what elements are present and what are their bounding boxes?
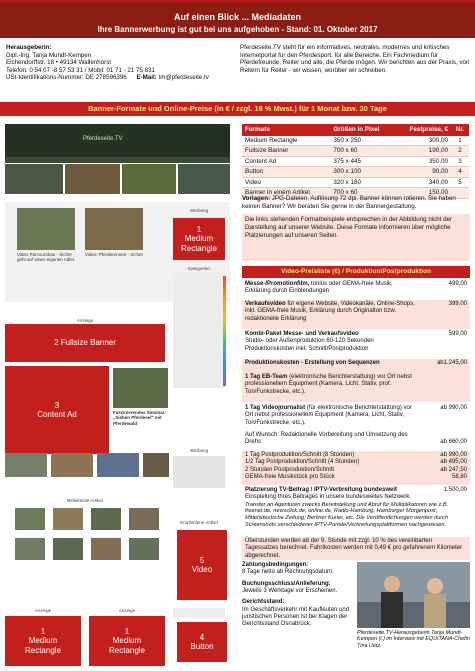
interview-photo <box>357 562 470 628</box>
anzeige-label: Anzeige <box>76 318 94 323</box>
price-row-produktion <box>242 359 470 373</box>
cell: 320 x 180 <box>330 177 395 188</box>
kombi-price: 599,00 <box>448 331 467 337</box>
cell: Button <box>242 167 330 178</box>
cell: Medium Rectangle <box>242 136 330 146</box>
hero-thumb[interactable] <box>65 164 120 194</box>
sponsor-logos <box>173 456 225 488</box>
price-row-ebteam <box>242 373 470 402</box>
hero-thumb[interactable] <box>5 164 63 194</box>
vj-text: (für elektronische Berichterstattung) vor Ort nebst professionellem Equipment (Kamera, Licht, Stativ, Ton/Funkstrecke, etc.). <box>245 405 412 426</box>
header-banner <box>0 0 475 38</box>
post3: 2 Stunden Postproduktion/Schnitt <box>245 466 335 473</box>
gema-price: 58,80 <box>451 474 467 480</box>
page-title: Auf einen Blick ... Mediadaten <box>173 12 302 22</box>
cell: 2 <box>451 146 469 157</box>
buch-text: Jeweils 3 Werktage vor Erscheinen. <box>242 587 338 594</box>
cell: 300 x 100 <box>330 167 395 178</box>
email-label: E-Mail: <box>136 74 157 82</box>
popular-thumb[interactable] <box>91 508 121 530</box>
ad-medium-rectangle: 1 Medium Rectangle <box>173 218 225 260</box>
tv-title: Platzierung TV-Beitrag / IPTV-Verbreitung bundesweit <box>245 487 398 493</box>
video-thumb[interactable] <box>51 453 93 477</box>
email-link[interactable]: tm@pferdeseite.tv <box>158 74 209 82</box>
messe-price: 499,00 <box>448 281 467 287</box>
vorlagen-note <box>242 195 470 211</box>
search-box[interactable] <box>173 608 225 618</box>
video-thumb[interactable] <box>85 208 143 250</box>
cell: 340,00 <box>395 177 451 188</box>
ad-button: 4 Button <box>177 622 227 662</box>
popular-thumb[interactable] <box>91 538 121 560</box>
travel-note: Überstunden werden ab der 9. Stunde mit zzgl. 10 % des vereinbarten Tagessatzes berechnet. Fahrtkosten werden mit 0,49 € pro gefahrenem Kilometer abgerechnet. <box>242 537 470 560</box>
vorlagen-text: JPG-Dateien, Auflösung 72 dpi. Banner können rotieren. Sie haben keinen Banner? Wir beraten Sie gerne in der Bannergestaltung. <box>242 195 456 210</box>
verkauf-price: 399,00 <box>448 301 467 307</box>
anzeige-label-br: Anzeige <box>118 608 136 613</box>
price-row-verkauf <box>242 300 470 329</box>
buch-title: Buchungsschluss/Anlieferung: <box>242 580 331 587</box>
kombi-text: Studio- oder Außenproduktion 60-120 Sekunden Produktionskosten inkl. Schnitt/Postproduktion <box>245 338 374 352</box>
publisher-label: Herausgeberin: <box>6 44 52 51</box>
ebteam-text: (elektronische Berichterstattung) vor Ort nebst professionellem Equipment (Kamera, Licht, Stativ, prof. Ton/Funkstrecke, etc.). <box>245 374 412 395</box>
video-thumb[interactable] <box>143 453 169 477</box>
empfohlene-label: Empfohlene Artikel <box>180 520 218 525</box>
werbung-label: Werbung <box>189 208 209 213</box>
video-thumb[interactable] <box>97 453 139 477</box>
vj-extra-price: ab 660,00 <box>440 439 467 445</box>
category-list <box>173 273 225 388</box>
ad-medium-rectangle-bottom-left: 1 Medium Rectangle <box>5 616 81 666</box>
messe-title: Messe-/Promotionfilm, <box>245 281 310 287</box>
thumb-caption[interactable]: Video: Pferderennen - Sicher <box>85 252 143 257</box>
post1-price: ab 990,00 <box>440 452 467 458</box>
messe-text: tonlos oder GEMA-freie Musik, Erklärung durch Einblendungen <box>245 281 393 295</box>
cell: 350 x 250 <box>330 136 395 146</box>
post1: 1 Tag Postproduktion/Schnitt (8 Stunden) <box>245 452 355 458</box>
col-size: Größen in Pixel <box>330 124 395 136</box>
publisher-ust: USt-Identifikations-Nummer: DE 278596396 <box>6 74 127 82</box>
cell: 3 <box>451 156 469 167</box>
prod-title: Produktionskosten - Erstellung von Sequenzen <box>245 360 380 366</box>
zahl-title: Zahlungsbedingungen: <box>242 562 309 568</box>
cell: 150,00 <box>395 188 451 199</box>
ger-title: Gerichtsstand: <box>242 599 285 606</box>
cell: 700 x 60 <box>330 146 395 157</box>
cell: 350,00 <box>395 156 451 167</box>
ad-fullsize-banner: 2 Fullsize Banner <box>5 324 165 362</box>
popular-thumb[interactable] <box>53 508 83 530</box>
thumb-caption[interactable]: Video Parcoursbau - Sicher geht auf einen eigenen Adler <box>17 252 75 263</box>
verkauf-title: Verkaufsvideo <box>245 301 286 307</box>
werbung-label-2: Werbung <box>189 448 209 453</box>
table-row <box>242 146 469 157</box>
publisher-phone: Telefon: 0 54 07 -8 57 53 31 / Mobil: 01 71 - 21 75 831 <box>6 66 155 74</box>
post3-price: ab 247,50 <box>440 466 467 473</box>
cell: 5 <box>451 177 469 188</box>
vj-extra: Auf Wunsch: Redaktionelle Vorbereitung und Umsetzung des Drehs <box>245 432 408 446</box>
price-row-tv <box>242 486 470 536</box>
vj-price: ab 990,00 <box>440 405 467 411</box>
popular-thumb[interactable] <box>129 508 159 530</box>
photo-illustration <box>357 562 470 628</box>
cell: Video <box>242 177 330 188</box>
zahl-text: 8 Tage netto ab Rechnungsdatum. <box>242 569 334 576</box>
popular-thumb[interactable] <box>15 508 45 530</box>
intro-text: Pferdeseite.TV steht für ein informatives, neutrales, modernes und kritisches Internetportal für den Pferdesport, für alle Bereiche. Ein Fachmedium für Pferdefreunde, Reiter und alle, die Pferde mögen. Wir berichten aus der Praxis, von Reitern für Reiter - wir wissen, worüber wir schreiben. <box>240 44 470 74</box>
hero-thumb[interactable] <box>122 164 176 194</box>
cell: Content Ad <box>242 156 330 167</box>
verkauf-text: für eigene Website, Videokanäle, Online-Shops, inkl. GEMA-freie Musik, Erklärung durch Originalton bzw. redaktionelle Erklärung <box>245 301 415 322</box>
publisher-ust-line <box>6 74 234 82</box>
col-format: Formate <box>242 124 330 136</box>
popular-thumb[interactable] <box>129 538 159 560</box>
gema: GEMA-freie Musikstück pro Stück <box>245 473 335 480</box>
ad-content-ad: 3 Content Ad <box>5 366 109 454</box>
price-row-videojournalist <box>242 404 470 432</box>
cell: Fullsize Banner <box>242 146 330 157</box>
vj-title: 1 Tag Videojournalist <box>245 405 306 411</box>
cell: 1 <box>451 136 469 146</box>
price-rows-post <box>242 451 470 485</box>
tv-text: Einspielung Ihres Beitrages in unsere bundesweites Netzwerk. <box>245 494 412 501</box>
table-row <box>242 177 469 188</box>
kategorien-label: Kategorien <box>188 266 210 271</box>
article-title[interactable]: Faszinierendes Seminar: „Sieben Pferdesel" mit Pferdewald <box>113 410 167 426</box>
tv-italic: Transfer an Agenturen zwecks Bereitstellung und Abruf für Multiplikatoren wie z.B. freenet.de, newsclick.de, online.de, Radio-Hamburg, Hamburger Morgenpost, Mittelsdeutsche Zeitung, Berliner Kurier, etc. Die Veröffentlichungen werden durch Screenshots verschiedener IPTV-Portale/Verbreitungsplattformen nachgewiesen. <box>245 501 449 529</box>
price-row-messe <box>242 280 470 300</box>
section-band-formats: Banner-Formate und Online-Preise (in € / zzgl. 19 % Mwst.) für 1 Monat bzw. 30 Tage <box>0 102 475 116</box>
tv-price: 1.500,00 <box>443 487 467 493</box>
cell: 700 x 60 <box>330 188 395 199</box>
kombi-title: Kombi-Paket Messe- und Verkaufsvideo <box>245 331 359 337</box>
cell: 190,00 <box>395 146 451 157</box>
page-subtitle: Ihre Bannerwerbung ist gut bei uns aufgehoben - Stand: 01. Oktober 2017 <box>97 24 378 34</box>
post2-price: ab 495,00 <box>440 459 467 465</box>
cell: 90,00 <box>395 167 451 178</box>
ad-medium-rectangle-bottom-right: 1 Medium Rectangle <box>89 616 165 666</box>
prod-price: ab1.245,00 <box>436 360 467 366</box>
vorlagen-label: Vorlagen: <box>242 195 271 202</box>
site-logo: Pferdeseite.TV <box>83 136 123 142</box>
anzeige-label-bl: Anzeige <box>34 608 52 613</box>
col-nr: Nr. <box>451 124 469 136</box>
cell: 300,00 <box>395 136 451 146</box>
site-nav <box>5 157 230 163</box>
cell: Banner in einem Artikel <box>242 188 330 199</box>
video-thumb[interactable] <box>5 453 47 477</box>
cell: 4 <box>451 167 469 178</box>
photo-caption: Pferdeseite.TV-Herausgeberin Tanja Mundt-Kempen (l.) im Interview mit EQUITANA-Chefin Tina Uetz. <box>357 630 470 649</box>
col-price: Festpreise, € <box>395 124 451 136</box>
price-row-vj-extra <box>242 431 470 449</box>
category-color-bar <box>223 276 226 386</box>
popular-thumb[interactable] <box>53 538 83 560</box>
website-mockup <box>5 118 233 666</box>
post2: 1/2 Tag Postproduktion/Schnitt (4 Stunden) <box>245 459 360 466</box>
site-header <box>5 124 230 157</box>
popular-thumb[interactable] <box>15 538 45 560</box>
section-band-video: Video-Preisliste (€) / Produktion/Postproduktion <box>242 266 470 278</box>
table-row <box>242 167 469 178</box>
ebteam-title: 1 Tag EB-Team <box>245 374 288 380</box>
format-disclaimer: Die links stehenden Formatbeispiele entsprechen in der Abbildung nicht der Darstellung auf unserer Website. Diese Formate informieren über mögliche Platzierungen auf unseren Seiten. <box>242 214 470 261</box>
cell: 375 x 445 <box>330 156 395 167</box>
terms-block <box>242 562 354 629</box>
publisher-name: Dipl.-Ing. Tanja Mundt-Kempen <box>6 51 92 59</box>
publisher-block <box>6 44 234 82</box>
hero-thumb[interactable] <box>178 164 230 194</box>
formats-table <box>242 124 469 199</box>
article-image[interactable] <box>113 368 168 408</box>
ger-text: Im Geschäftsverkehr mit Kaufleuten und juristischen Personen ist bei Klagen der Gerichtsstand Osnabrück. <box>242 606 350 628</box>
publisher-address: Eichendorffstr. 18 • 49134 Wallenhorst <box>6 59 112 67</box>
table-row <box>242 156 469 167</box>
table-row <box>242 136 469 146</box>
price-row-kombi <box>242 330 470 358</box>
ad-video: 5 Video <box>177 530 227 600</box>
formats-header-row <box>242 124 469 136</box>
video-thumb[interactable] <box>17 208 75 250</box>
beliebteste-label: Beliebteste Artikel <box>67 498 103 503</box>
